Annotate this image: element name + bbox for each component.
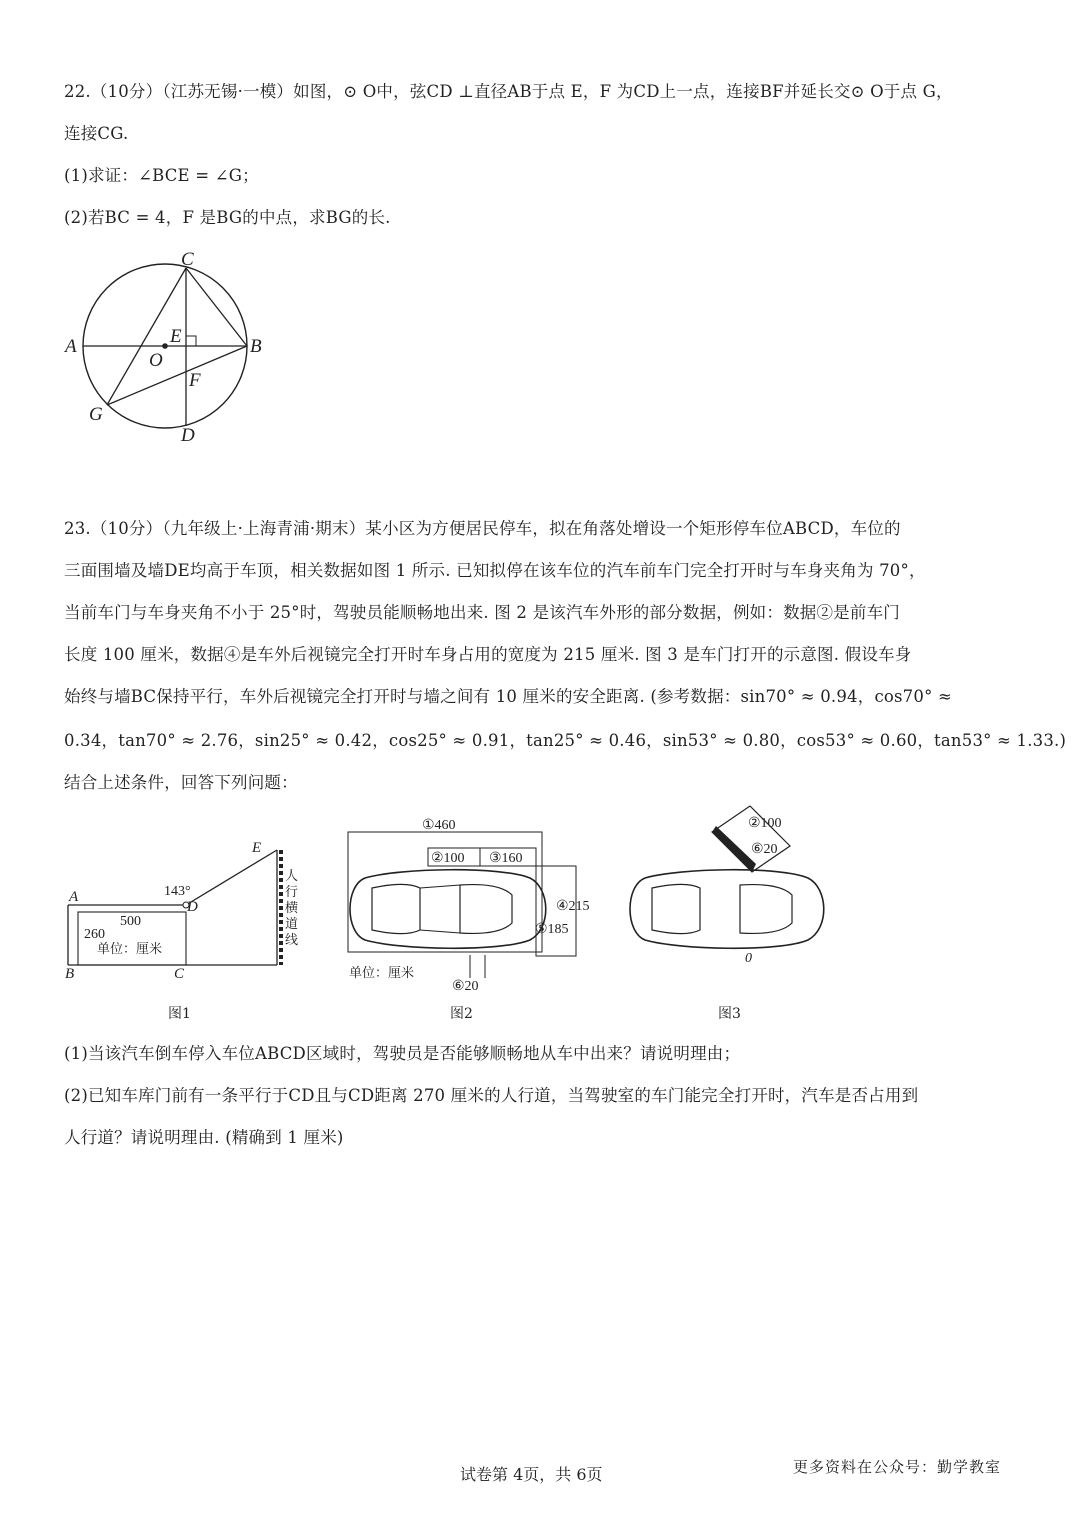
fig1-walk-3: 道 <box>285 917 299 932</box>
q22-circle-figure <box>60 245 280 450</box>
q23-part2: (2)已知车库门前有一条平行于CD且与CD距离 270 厘米的人行道，当驾驶室的车门能完全打开时，汽车是否占用到 <box>64 1086 919 1105</box>
fig2-d4: ④215 <box>556 899 590 914</box>
q23-figure-1 <box>60 835 310 985</box>
fig1-angle: 143° <box>164 884 191 899</box>
fig1-unit: 单位：厘米 <box>97 942 163 957</box>
fig1-label-c: C <box>174 966 185 982</box>
segment-bg <box>107 346 247 405</box>
q23-line1: 23.（10分）（九年级上·上海青浦·期末）某小区为方便居民停车，拟在角落处增设一个矩形停车位ABCD，车位的 <box>64 519 901 538</box>
fig2-d2: ②100 <box>431 851 465 866</box>
q23-part3: 人行道？请说明理由. (精确到 1 厘米) <box>64 1128 344 1147</box>
label-b: B <box>250 336 262 357</box>
fig1-label-a: A <box>69 889 79 905</box>
fig1-caption: 图1 <box>168 1006 191 1022</box>
label-d: D <box>181 425 195 446</box>
fig3-d6: ⑥20 <box>751 842 778 857</box>
q23-line3: 当前车门与车身夹角不小于 25°时，驾驶员能顺畅地出来. 图 2 是该汽车外形的部分数据，例如：数据②是前车门 <box>64 603 900 622</box>
q22-line2: 连接CG. <box>64 124 129 143</box>
fig1-walk-0: 人 <box>285 869 299 884</box>
q23-line2: 三面围墙及墙DE均高于车顶，相关数据如图 1 所示. 已知拟停在该车位的汽车前车门完全打开时与车身夹角为 70°， <box>64 561 926 580</box>
fig1-length: 500 <box>120 914 141 929</box>
page-footer: 试卷第 4页，共 6页 <box>460 1465 603 1484</box>
right-angle-mark <box>186 336 196 346</box>
label-e: E <box>170 326 182 347</box>
label-f: F <box>189 370 201 391</box>
fig2-d6: ⑥20 <box>452 979 479 994</box>
fig1-label-d: D <box>187 899 198 915</box>
fig1-label-b: B <box>65 966 75 982</box>
label-a: A <box>65 336 77 357</box>
fig2-d3: ③160 <box>489 851 523 866</box>
fig2-caption: 图2 <box>450 1006 473 1022</box>
fig3-o: 0 <box>745 951 752 966</box>
fig1-walk-4: 线 <box>285 933 299 948</box>
q23-line4: 长度 100 厘米，数据④是车外后视镜完全打开时车身占用的宽度为 215 厘米. 图 3 是车门打开的示意图. 假设车身 <box>64 645 912 664</box>
car-top-view-3 <box>630 870 824 949</box>
car-top-view-2 <box>350 870 546 949</box>
fig1-label-e: E <box>252 840 262 856</box>
q23-part1: (1)当该汽车倒车停入车位ABCD区域时，驾驶员是否能够顺畅地从车中出来？请说明理由； <box>64 1044 741 1063</box>
fig1-walk-2: 横 <box>285 901 299 916</box>
q23-figure-3 <box>620 800 830 970</box>
fig2-unit: 单位：厘米 <box>349 966 415 981</box>
q22-part1: (1)求证：∠BCE = ∠G； <box>64 166 259 185</box>
q22-line1: 22.（10分）（江苏无锡·一模）如图，⊙ O中，弦CD ⊥直径AB于点 E，F 为CD上一点，连接BF并延长交⊙ O于点 G， <box>64 82 953 101</box>
fig2-d1: ①460 <box>422 818 456 833</box>
q22-part2: (2)若BC = 4，F 是BG的中点，求BG的长. <box>64 208 391 227</box>
wall-de <box>186 850 277 905</box>
q23-line7: 结合上述条件，回答下列问题： <box>64 773 298 792</box>
fig1-walk-1: 行 <box>285 885 299 900</box>
fig2-d5: ⑤185 <box>535 922 569 937</box>
footer-promo: 更多资料在公众号：勤学教室 <box>793 1458 1002 1476</box>
q23-line5: 始终与墙BC保持平行，车外后视镜完全打开时与墙之间有 10 厘米的安全距离. (参考数据：sin70° ≈ 0.94，cos70° ≈ <box>64 687 952 706</box>
label-g: G <box>89 404 103 425</box>
open-door <box>712 826 756 872</box>
fig3-d2: ②100 <box>748 816 782 831</box>
fig3-caption: 图3 <box>718 1006 741 1022</box>
label-c: C <box>181 249 194 270</box>
label-o: O <box>149 350 163 371</box>
q23-figure-2 <box>340 810 610 995</box>
fig1-width: 260 <box>84 927 105 942</box>
center-dot <box>162 343 168 349</box>
q23-line6: 0.34，tan70° ≈ 2.76，sin25° ≈ 0.42，cos25° ≈ 0.91，tan25° ≈ 0.46，sin53° ≈ 0.80，cos53° ≈ 0.60，tan53° ≈ 1.33.) <box>64 731 1067 750</box>
